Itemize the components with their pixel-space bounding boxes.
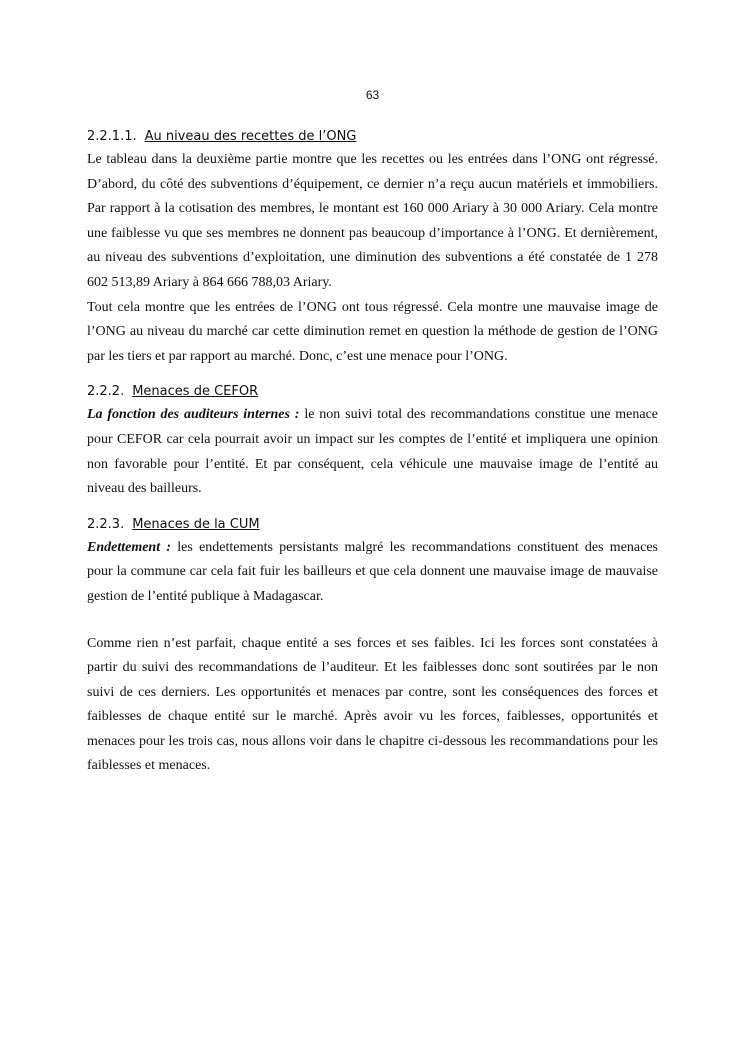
heading-2-2-3 [87,516,658,534]
paragraph-text: le non suivi total des recommandations constitue une menace pour CEFOR car cela pourrait avoir un impact sur les comptes de l’entité et impliquera une opinion non favorable pour l’entité. Et par conséquent, cela véhicule une mauvaise image de l’entité au niveau des bailleurs. [87,407,659,497]
page-number-text: 63 [365,88,380,102]
lead-term: La fonction des auditeurs internes : [87,407,300,423]
heading-number: 2.2.3. [87,516,125,532]
lead-term: Endettement : [87,539,172,555]
paragraph-conclusion: Comme rien n’est parfait, chaque entité a ses forces et ses faibles. Ici les forces sont constatées à partir du suivi des recommandations de l’auditeur. Et les faiblesses donc sont soutirées par le non suivi de ces derniers. Les opportunités et menaces par contre, sont les conséquences des forces et faiblesses de chaque entité sur le marché. Après avoir vu les forces, faiblesses, opportunités et menaces pour les trois cas, nous allons voir dans le chapitre ci-dessous les recommandations pour les faiblesses et menaces. [87,635,658,774]
document-body [87,128,658,779]
paragraph-recettes-ong: Le tableau dans la deuxième partie montre que les recettes ou les entrées dans l’ONG ont régressé. D’abord, du côté des subventions d’équipement, ce dernier n’a reçu aucun matériels et immobiliers. Par rapport à la cotisation des membres, le montant est 160 000 Ariary à 30 000 Ariary. Cela montre une faiblesse vu que ses membres ne donnent pas beaucoup d’importance à l’ONG. Et dernièrement, au niveau des subventions d’exploitation, une diminution des subventions a été constatée de 1 278 602 513,89 Ariary à 864 666 788,03 Ariary. [87,152,658,290]
paragraph-entrees-regressees: Tout cela montre que les entrées de l’ONG ont tous régressé. Cela montre une mauvaise image de l’ONG au niveau du marché car cette diminution remet en question la méthode de gestion de l’ONG par les tiers et par rapport au marché. Donc, c’est une menace pour l’ONG. [87,299,658,364]
paragraph-menaces-cum [87,536,658,610]
heading-2-2-2 [87,383,658,401]
paragraph-menaces-cefor [87,403,658,501]
heading-title: Au niveau des recettes de l’ONG [144,129,357,144]
heading-title: Menaces de CEFOR [132,384,259,400]
heading-2-2-1-1 [87,128,658,146]
heading-number: 2.2.2. [87,384,125,400]
page-number [0,88,745,102]
heading-number: 2.2.1.1. [87,129,137,144]
paragraph-text: les endettements persistants malgré les recommandations constituent des menaces pour la commune car cela fait fuir les bailleurs et que cela donnent une mauvaise image de mauvaise gestion de l’entité publique à Madagascar. [87,539,658,604]
heading-title: Menaces de la CUM [132,516,260,532]
